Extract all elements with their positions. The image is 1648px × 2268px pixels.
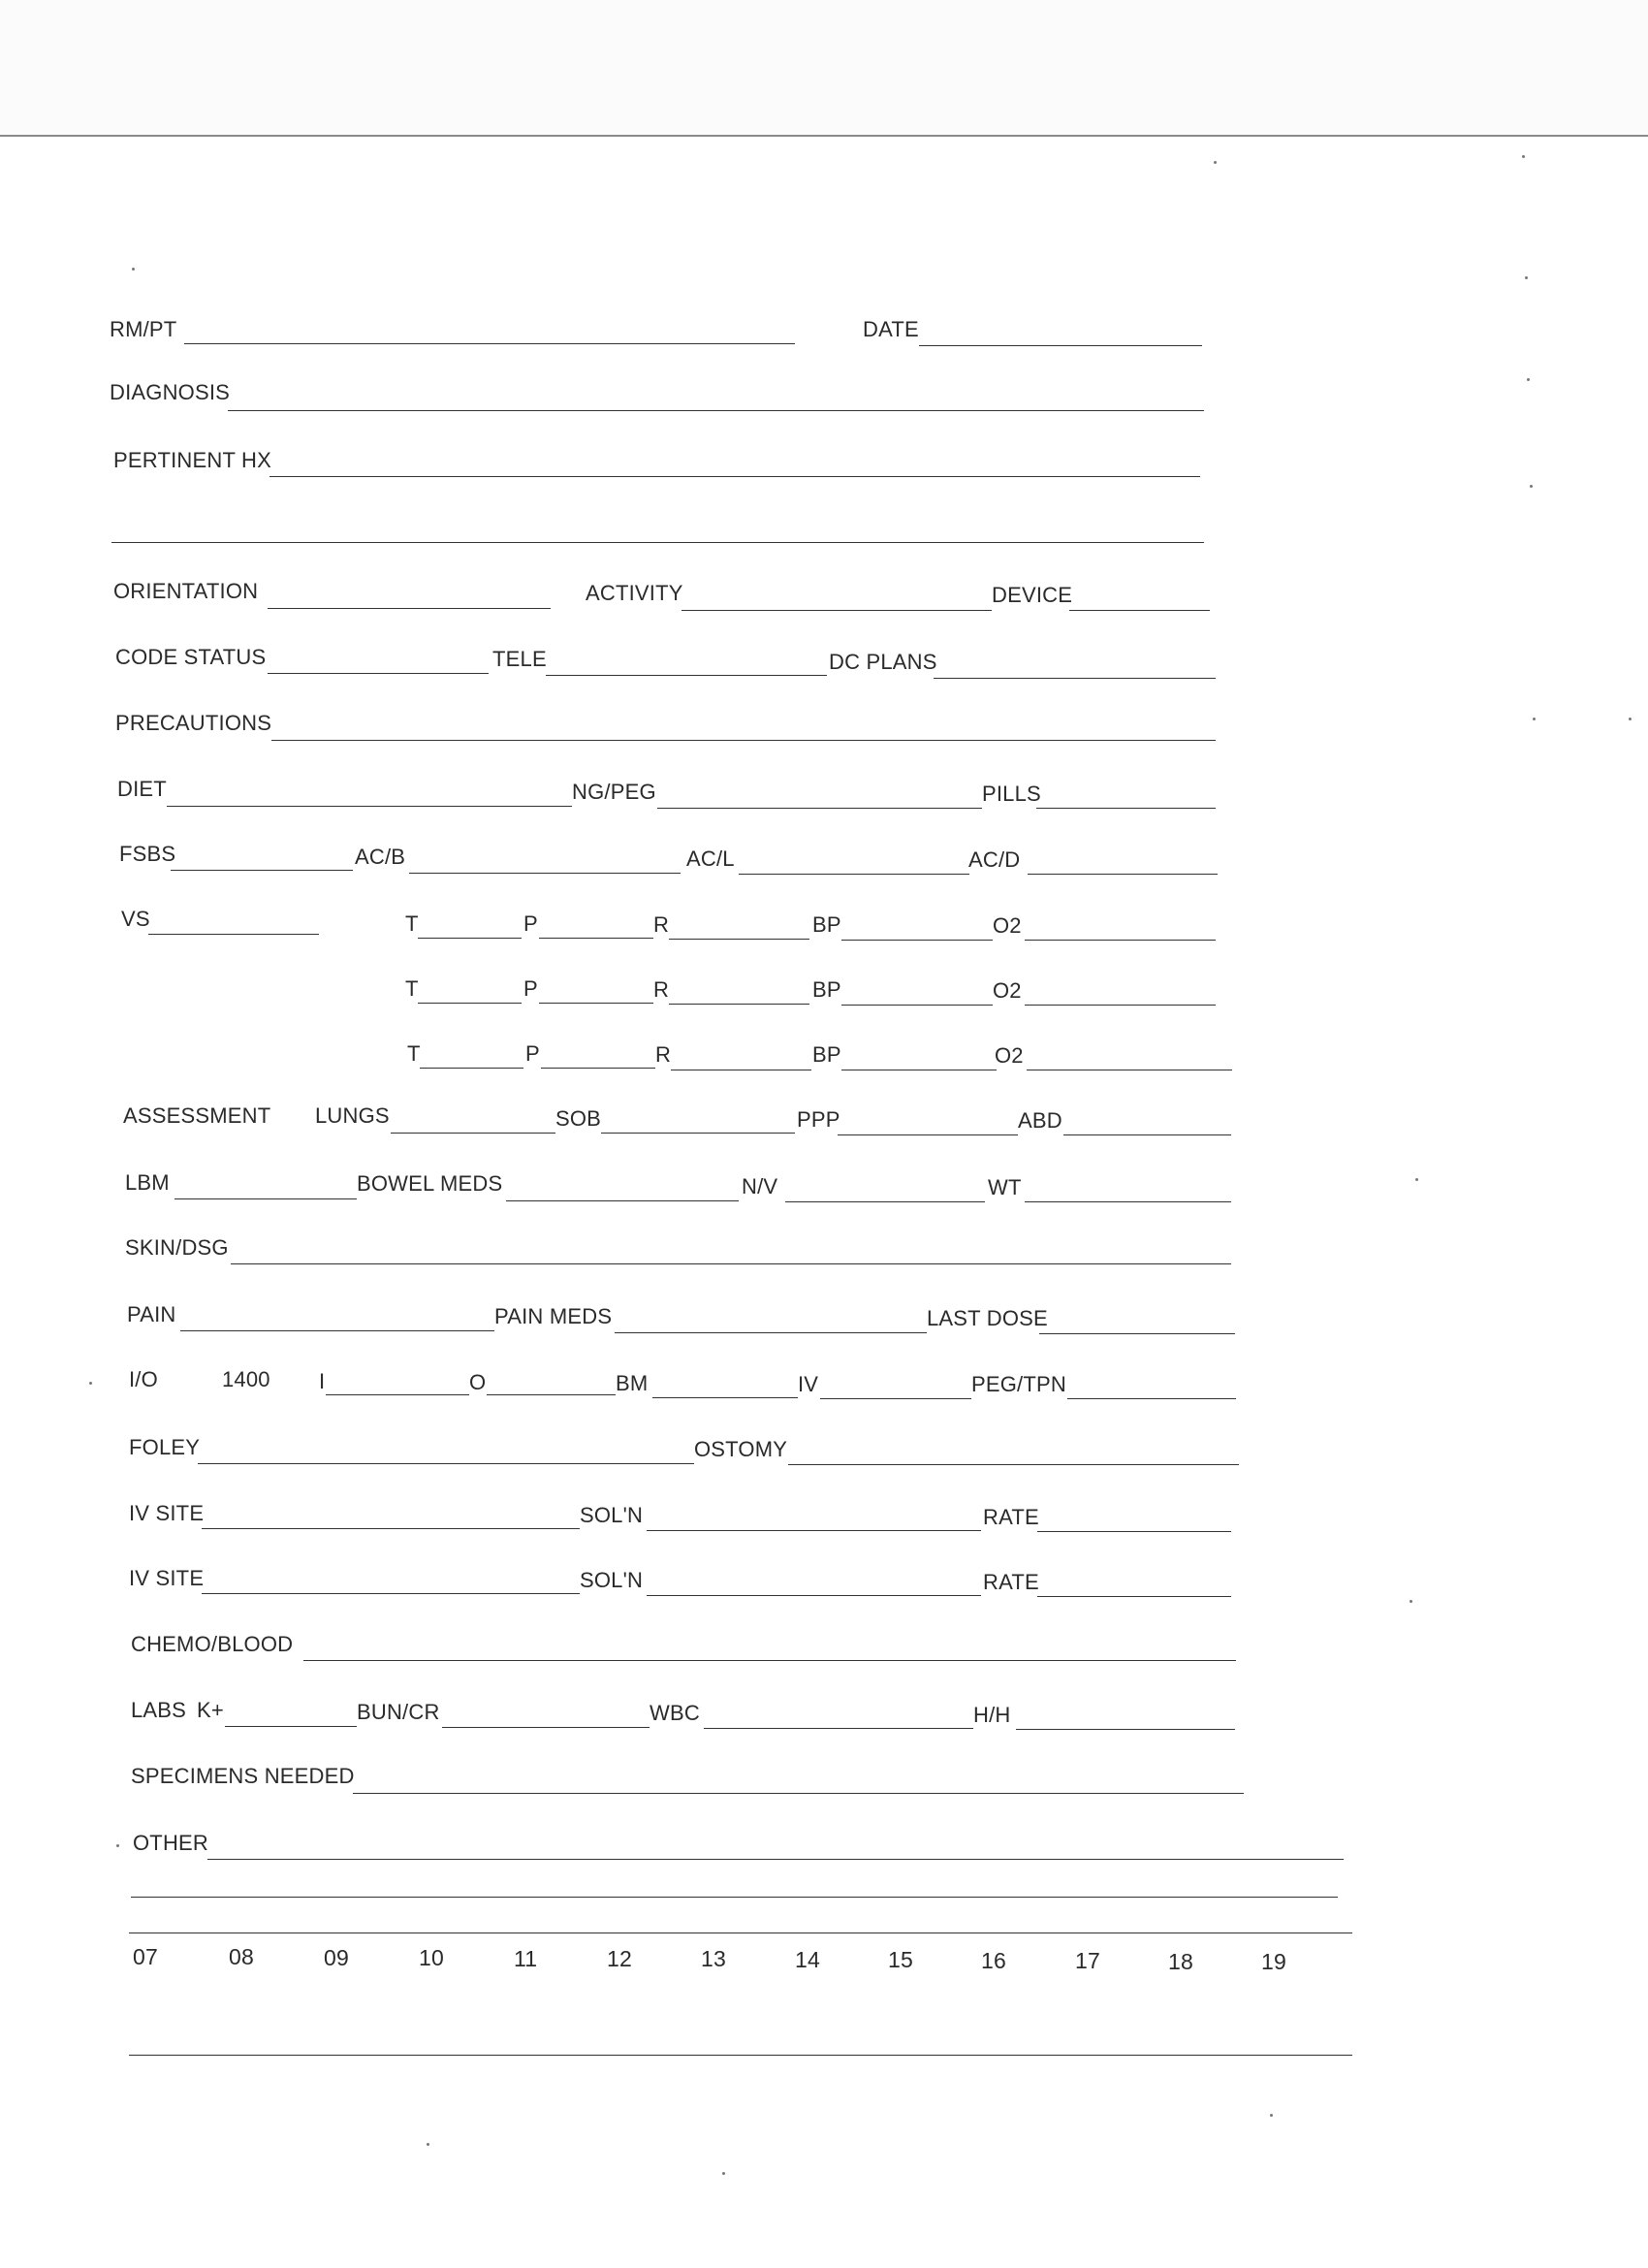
specimens-needed-label: SPECIMENS NEEDED (131, 1764, 355, 1788)
sob-label: SOB (555, 1106, 602, 1131)
hour-19: 19 (1261, 1949, 1286, 1974)
pulse-field-3[interactable] (541, 1039, 655, 1069)
rate-field-2[interactable] (1037, 1568, 1231, 1597)
pain-meds-field[interactable] (615, 1304, 927, 1333)
bm-label: BM (616, 1371, 649, 1395)
bp-field-3[interactable] (841, 1041, 997, 1070)
temp-field-1[interactable] (418, 910, 522, 939)
scan-speck (1522, 155, 1525, 158)
ppp-label: PPP (797, 1107, 840, 1132)
peg-tpn-field[interactable] (1067, 1370, 1236, 1399)
scan-top-margin (0, 0, 1648, 137)
pain-meds-label: PAIN MEDS (494, 1304, 613, 1328)
temp-label-1: T (405, 911, 419, 936)
scan-speck (1527, 378, 1530, 381)
chemo-blood-label: CHEMO/BLOOD (131, 1632, 294, 1656)
iv-site-label-1: IV SITE (129, 1501, 205, 1525)
ac-b-label: AC/B (355, 845, 406, 869)
tele-field[interactable] (546, 647, 827, 676)
h-h-label: H/H (973, 1703, 1011, 1727)
scan-speck (132, 268, 135, 271)
iv-field[interactable] (820, 1370, 971, 1399)
scan-speck (1415, 1178, 1418, 1181)
abd-field[interactable] (1063, 1106, 1231, 1135)
code-status-field[interactable] (268, 645, 489, 674)
device-field[interactable] (1069, 582, 1210, 611)
scan-speck (1410, 1600, 1412, 1603)
hour-15: 15 (888, 1947, 913, 1972)
rm-pt-label: RM/PT (110, 317, 177, 341)
dc-plans-field[interactable] (934, 650, 1216, 679)
diet-label: DIET (117, 777, 167, 801)
skin-dsg-label: SKIN/DSG (125, 1235, 229, 1260)
specimens-needed-field[interactable] (353, 1765, 1244, 1794)
pills-label: PILLS (982, 782, 1041, 806)
resp-field-1[interactable] (669, 910, 809, 940)
temp-label-3: T (407, 1041, 421, 1066)
soln-label-1: SOL'N (580, 1503, 644, 1527)
skin-dsg-field[interactable] (231, 1235, 1231, 1264)
peg-tpn-label: PEG/TPN (971, 1372, 1066, 1396)
rate-label-1: RATE (983, 1505, 1039, 1529)
pertinent-hx-field-line-2[interactable] (111, 514, 1204, 543)
pain-field[interactable] (180, 1302, 494, 1331)
bowel-meds-field[interactable] (506, 1172, 739, 1201)
intake-label: I (319, 1369, 326, 1393)
scan-speck (427, 2143, 429, 2146)
scan-speck (1214, 161, 1217, 164)
lbm-field[interactable] (174, 1170, 357, 1199)
hour-16: 16 (981, 1948, 1006, 1973)
date-label: DATE (863, 317, 919, 341)
ng-peg-field[interactable] (657, 780, 982, 809)
intake-field[interactable] (326, 1366, 469, 1395)
hour-17: 17 (1075, 1948, 1100, 1973)
resp-label-2: R (653, 977, 670, 1002)
hour-13: 13 (701, 1946, 726, 1971)
io-label: I/O (129, 1367, 158, 1391)
activity-label: ACTIVITY (586, 581, 683, 605)
hour-10: 10 (419, 1945, 444, 1970)
chemo-blood-field[interactable] (303, 1632, 1236, 1661)
scan-speck (1270, 2114, 1273, 2117)
resp-field-2[interactable] (669, 975, 809, 1005)
bun-cr-label: BUN/CR (357, 1700, 440, 1724)
output-label: O (469, 1370, 487, 1394)
h-h-field[interactable] (1016, 1701, 1235, 1730)
fsbs-label: FSBS (119, 842, 176, 866)
pertinent-hx-field[interactable] (269, 448, 1200, 477)
ac-d-field[interactable] (1028, 846, 1218, 875)
labs-label: LABS (131, 1698, 187, 1722)
hour-07: 07 (133, 1944, 158, 1969)
o2-field-2[interactable] (1025, 976, 1216, 1006)
bp-label-1: BP (812, 912, 841, 937)
lungs-label: LUNGS (315, 1103, 390, 1128)
scan-speck (1629, 718, 1632, 720)
ac-l-label: AC/L (686, 847, 735, 871)
o2-label-3: O2 (995, 1043, 1024, 1068)
diagnosis-label: DIAGNOSIS (110, 380, 231, 404)
abd-label: ABD (1018, 1108, 1062, 1133)
resp-field-3[interactable] (671, 1041, 811, 1070)
pills-field[interactable] (1036, 780, 1216, 809)
pulse-label-2: P (523, 976, 538, 1001)
hour-14: 14 (795, 1947, 820, 1972)
bp-field-2[interactable] (841, 976, 993, 1006)
pertinent-hx-label: PERTINENT HX (113, 448, 271, 472)
io-time-label: 1400 (222, 1367, 270, 1391)
soln-field-1[interactable] (647, 1502, 981, 1531)
diet-field[interactable] (167, 778, 572, 807)
hour-08: 08 (229, 1944, 254, 1969)
orientation-label: ORIENTATION (113, 579, 259, 603)
ac-d-label: AC/D (968, 847, 1021, 872)
hour-18: 18 (1168, 1949, 1193, 1974)
ostomy-field[interactable] (788, 1436, 1239, 1465)
bp-label-3: BP (812, 1042, 841, 1067)
wbc-label: WBC (650, 1701, 700, 1725)
bp-label-2: BP (812, 977, 841, 1002)
iv-site-field-2[interactable] (202, 1565, 580, 1594)
wt-field[interactable] (1025, 1173, 1231, 1202)
output-field[interactable] (487, 1366, 616, 1395)
bun-cr-field[interactable] (442, 1699, 650, 1728)
o2-field-3[interactable] (1027, 1041, 1232, 1070)
wbc-field[interactable] (704, 1700, 973, 1729)
tele-label: TELE (492, 647, 547, 671)
iv-site-field-1[interactable] (202, 1500, 580, 1529)
other-field-line-2[interactable] (131, 1869, 1338, 1898)
scan-speck (116, 1844, 119, 1847)
foley-field[interactable] (198, 1435, 694, 1464)
lbm-label: LBM (125, 1170, 170, 1195)
activity-field[interactable] (681, 582, 992, 611)
pulse-label-3: P (525, 1041, 540, 1066)
rate-field-1[interactable] (1037, 1503, 1231, 1532)
soln-field-2[interactable] (647, 1567, 981, 1596)
other-label: OTHER (133, 1831, 208, 1855)
last-dose-label: LAST DOSE (927, 1306, 1048, 1330)
rm-pt-field[interactable] (184, 315, 795, 344)
ac-l-field[interactable] (739, 846, 969, 875)
fsbs-field[interactable] (171, 842, 353, 871)
k-plus-field[interactable] (225, 1698, 357, 1727)
vs-field[interactable] (148, 906, 319, 935)
temp-label-2: T (405, 976, 419, 1001)
foley-label: FOLEY (129, 1435, 201, 1459)
pulse-label-1: P (523, 911, 538, 936)
pulse-field-2[interactable] (539, 974, 653, 1004)
scan-speck (89, 1382, 92, 1385)
dc-plans-label: DC PLANS (829, 650, 937, 674)
schedule-bottom-line[interactable] (129, 2027, 1352, 2056)
pulse-field-1[interactable] (539, 910, 653, 939)
precautions-label: PRECAUTIONS (115, 711, 272, 735)
diagnosis-field[interactable] (228, 382, 1204, 411)
date-field[interactable] (919, 317, 1202, 346)
scan-speck (722, 2172, 725, 2175)
scan-speck (1525, 276, 1528, 279)
ng-peg-label: NG/PEG (572, 780, 656, 804)
bowel-meds-label: BOWEL MEDS (357, 1171, 503, 1196)
bp-field-1[interactable] (841, 911, 993, 941)
code-status-label: CODE STATUS (115, 645, 267, 669)
schedule-top-line (129, 1904, 1352, 1933)
ostomy-label: OSTOMY (694, 1437, 788, 1461)
assessment-label: ASSESSMENT (123, 1103, 271, 1128)
n-v-label: N/V (742, 1174, 778, 1198)
ac-b-field[interactable] (409, 845, 681, 874)
o2-field-1[interactable] (1025, 911, 1216, 941)
last-dose-field[interactable] (1039, 1305, 1235, 1334)
wt-label: WT (988, 1175, 1022, 1199)
k-plus-label: K+ (197, 1698, 224, 1722)
scan-speck (1533, 718, 1536, 720)
o2-label-2: O2 (993, 978, 1022, 1003)
vs-label: VS (121, 907, 150, 931)
o2-label-1: O2 (993, 913, 1022, 938)
iv-site-label-2: IV SITE (129, 1566, 205, 1590)
lungs-field[interactable] (391, 1104, 555, 1134)
n-v-field[interactable] (785, 1173, 985, 1202)
rate-label-2: RATE (983, 1570, 1039, 1594)
ppp-field[interactable] (838, 1106, 1018, 1135)
bm-field[interactable] (652, 1369, 798, 1398)
iv-label: IV (798, 1372, 819, 1396)
hour-09: 09 (324, 1945, 349, 1970)
soln-label-2: SOL'N (580, 1568, 644, 1592)
hour-12: 12 (607, 1946, 632, 1971)
other-field[interactable] (207, 1831, 1344, 1860)
scan-speck (1530, 485, 1533, 488)
temp-field-3[interactable] (420, 1039, 523, 1069)
orientation-field[interactable] (268, 580, 551, 609)
temp-field-2[interactable] (418, 974, 522, 1004)
sob-field[interactable] (601, 1104, 795, 1134)
pain-label: PAIN (127, 1302, 176, 1326)
hour-11: 11 (514, 1946, 538, 1971)
resp-label-1: R (653, 912, 670, 937)
device-label: DEVICE (992, 583, 1073, 607)
resp-label-3: R (655, 1042, 672, 1067)
precautions-field[interactable] (271, 712, 1216, 741)
